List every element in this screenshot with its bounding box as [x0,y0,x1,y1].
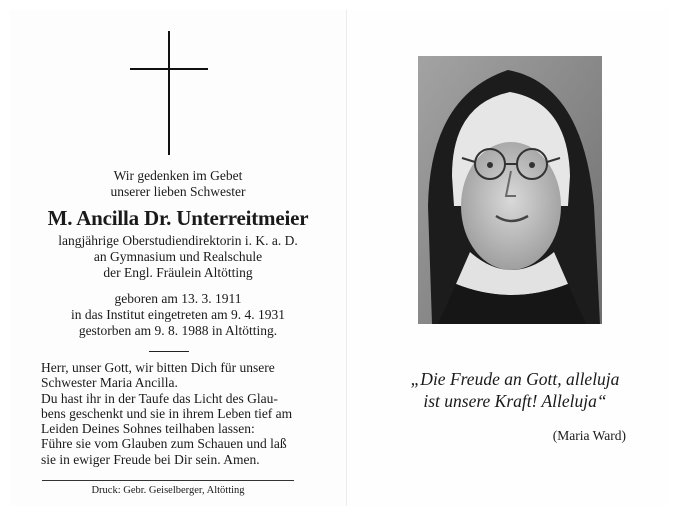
prayer-line: Du hast ihr in der Taufe das Licht des Glau- [41,390,278,406]
prayer-line: sie in ewiger Freude bei Dir sein. Amen. [41,451,260,467]
divider [149,351,189,352]
quote-line: ist unsere Kraft! Alleluja“ [423,391,607,411]
title-line: der Engl. Fräulein Altötting [103,265,253,280]
date-line: gestorben am 9. 8. 1988 in Altötting. [78,323,278,338]
portrait-photo [418,56,602,324]
title-block [10,233,346,281]
title-line: langjährige Oberstudiendirektorin i. K. a. D. [58,233,298,248]
footer-divider [42,480,294,481]
printer-credit: Druck: Gebr. Geiselberger, Altötting [91,485,245,496]
intro-line: Wir gedenken im Gebet [113,168,243,183]
prayer-line: bens geschenkt und sie in ihrem Leben tief am [41,405,293,421]
quote-line: „Die Freude an Gott, alleluja [410,369,620,389]
prayer-text [41,360,311,467]
prayer-line: Leiden Deines Sohnes teilhaben lassen: [41,421,255,437]
prayer-line: Herr, unser Gott, wir bitten Dich für unsere [41,360,275,375]
deceased-name: M. Ancilla Dr. Unterreitmeier [47,206,309,230]
cross-icon [130,31,208,155]
quote-attribution: (Maria Ward) [552,428,626,443]
intro-line: unserer lieben Schwester [110,184,246,199]
date-line: geboren am 13. 3. 1911 [114,291,242,306]
quote [380,368,650,412]
prayer-line: Führe sie vom Glauben zum Schauen und laß [41,436,287,452]
dates-block [10,291,346,339]
date-line: in das Institut eingetreten am 9. 4. 1931 [70,307,286,322]
intro-text [10,168,346,200]
prayer-line: Schwester Maria Ancilla. [41,375,178,391]
title-line: an Gymnasium und Realschule [93,249,263,264]
